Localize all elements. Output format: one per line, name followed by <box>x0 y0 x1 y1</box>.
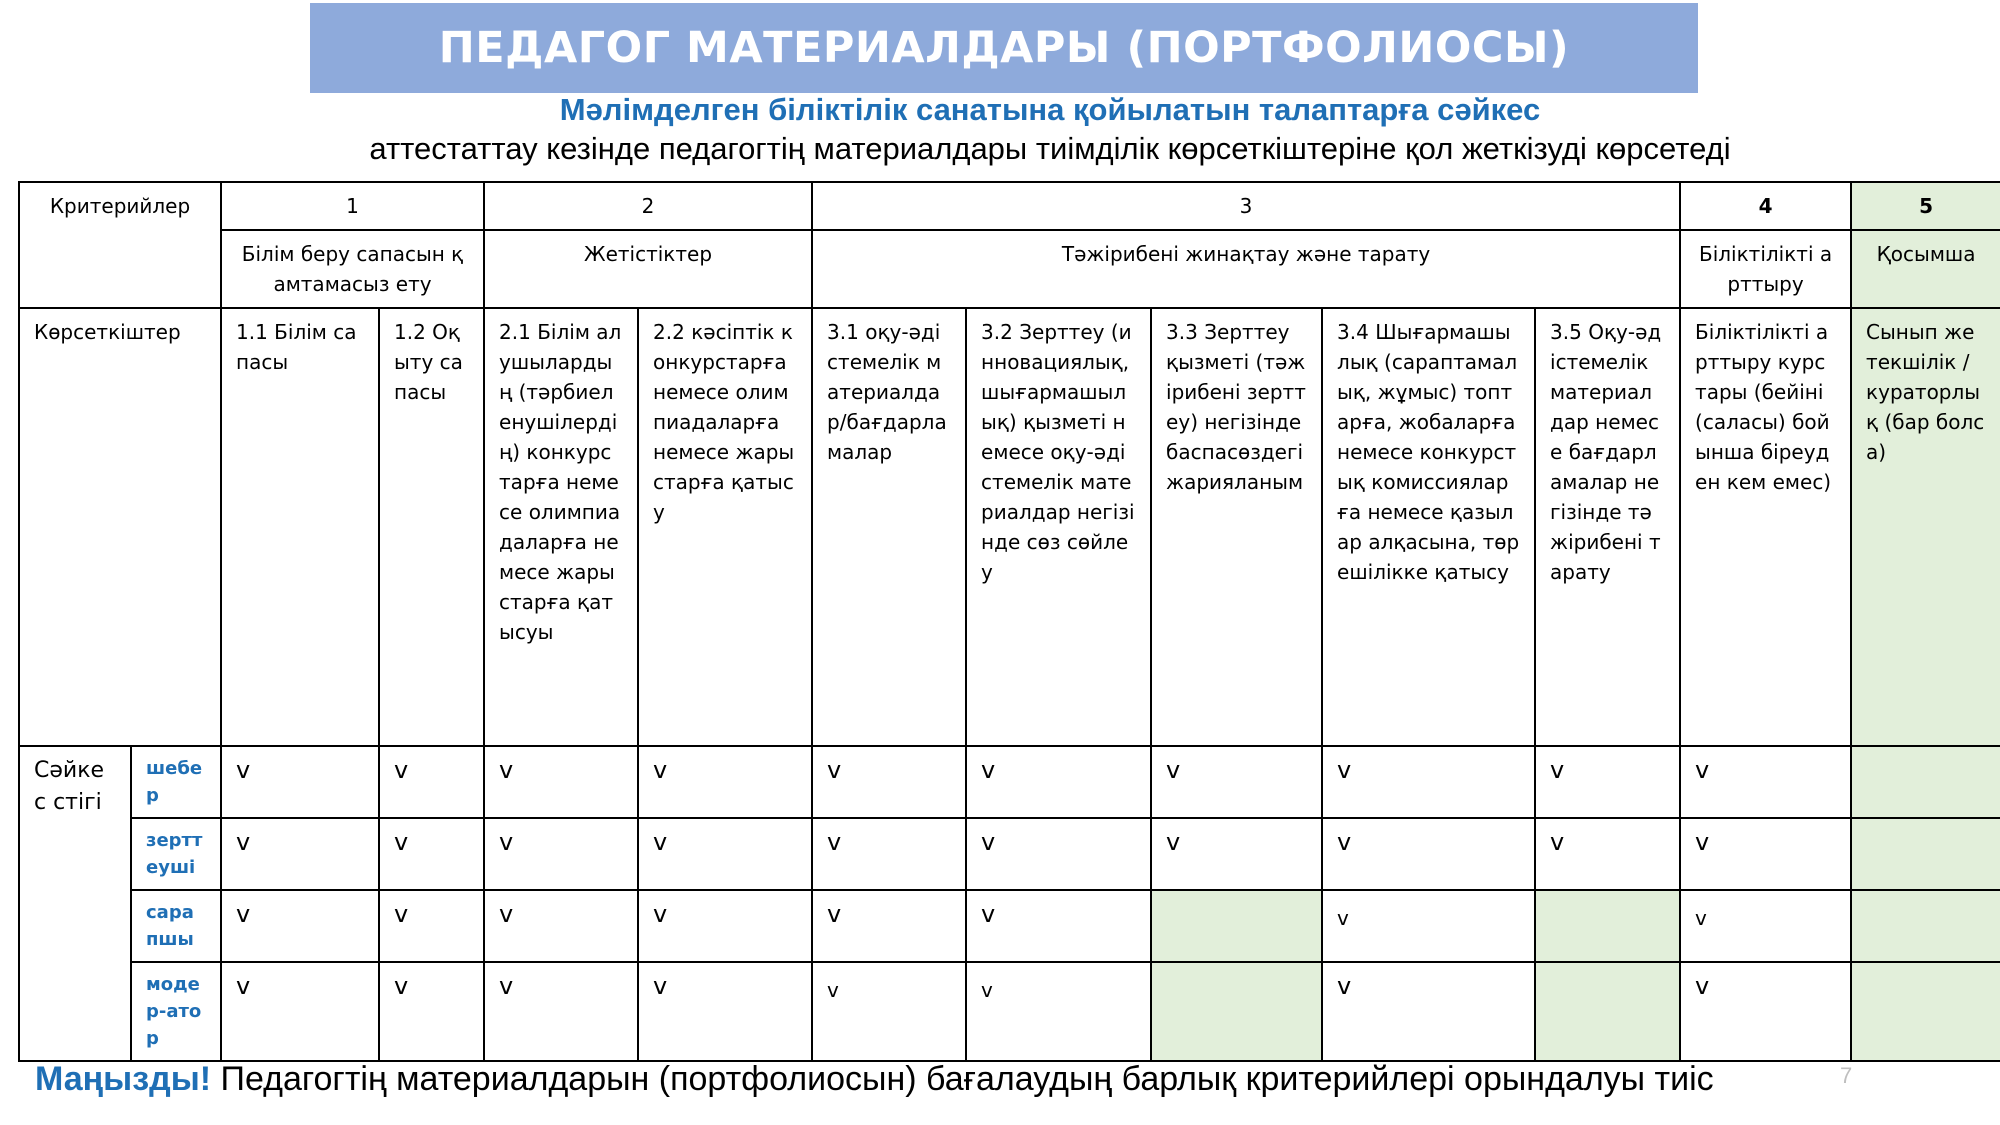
level-row-moderator <box>19 962 2000 1061</box>
indicator-cell: 2.2 кәсіптік конкурстарға немесе олимпиадаларға немесе жарыстарға қатысу <box>638 308 812 746</box>
check-mark <box>1151 962 1322 1061</box>
check-mark: v <box>638 746 812 818</box>
check-mark <box>1851 818 2000 890</box>
indicator-cell: 3.1 оқу-әдістемелік материалдар/бағдарламалар <box>812 308 966 746</box>
indicator-cell: 1.2 Оқыту сапасы <box>379 308 484 746</box>
check-mark <box>1151 890 1322 962</box>
check-mark <box>1851 962 2000 1061</box>
check-mark: v <box>379 818 484 890</box>
subtitle-blue: Мәлімделген біліктілік санатына қойылатын талаптарға сәйкес <box>559 92 1541 127</box>
criteria-label: Критерийлер <box>19 182 221 308</box>
check-mark: v <box>966 746 1151 818</box>
check-mark: v <box>966 962 1151 1061</box>
check-mark: v <box>638 818 812 890</box>
subtitle: аттестаттау кезінде педагогтің материалдары тиімділік көрсеткіштеріне қол жеткізуді көрсетеді <box>369 131 1731 166</box>
group-name: Жетістіктер <box>484 230 812 308</box>
group-name: Біліктілікті арттыру <box>1680 230 1851 308</box>
indicators-row <box>19 308 2000 746</box>
check-mark: v <box>221 962 379 1061</box>
footer-text: Педагогтің материалдарын (портфолиосын) бағалаудың барлық критерийлері орындалуы тиіс <box>211 1060 1714 1098</box>
page-number: 7 <box>1840 1063 1853 1088</box>
check-mark: v <box>221 890 379 962</box>
group-number: 3 <box>812 182 1680 230</box>
check-mark: v <box>484 746 638 818</box>
check-mark: v <box>221 746 379 818</box>
check-mark: v <box>812 818 966 890</box>
check-mark: v <box>812 962 966 1061</box>
group-name: Тәжірибені жинақтау және тарату <box>812 230 1680 308</box>
check-mark: v <box>1151 746 1322 818</box>
group-name-row <box>19 230 2000 308</box>
check-mark: v <box>966 890 1151 962</box>
check-mark <box>1851 890 2000 962</box>
level-row-zertteushi <box>19 818 2000 890</box>
group-number: 4 <box>1680 182 1851 230</box>
group-name: Қосымша <box>1851 230 2000 308</box>
indicator-cell: 3.5 Оқу-әдістемелік материалдар немесе бағдарламалар негізінде тәжірибені тарату <box>1535 308 1680 746</box>
level-name: шебер <box>131 746 221 818</box>
group-number: 1 <box>221 182 484 230</box>
check-mark: v <box>484 818 638 890</box>
check-mark: v <box>1322 746 1535 818</box>
criteria-table <box>18 181 2000 1062</box>
level-label: Сәйкес стігі <box>19 746 131 1061</box>
important-label: Маңызды! <box>35 1060 212 1098</box>
check-mark <box>1851 746 2000 818</box>
indicator-cell: Сынып жетекшілік / кураторлық (бар болса) <box>1851 308 2000 746</box>
check-mark: v <box>484 890 638 962</box>
check-mark: v <box>484 962 638 1061</box>
indicators-label: Көрсеткіштер <box>19 308 221 746</box>
check-mark: v <box>1151 818 1322 890</box>
check-mark: v <box>1680 746 1851 818</box>
check-mark: v <box>379 890 484 962</box>
level-name: зерттеуші <box>131 818 221 890</box>
check-mark: v <box>1680 818 1851 890</box>
indicator-cell: Біліктілікті арттыру курстары (бейіні (саласы) бойынша біреуден кем емес) <box>1680 308 1851 746</box>
check-mark: v <box>966 818 1151 890</box>
indicator-cell: 3.2 Зерттеу (инновациялық, шығармашылық) қызметі немесе оқу-әдістемелік материалдар негізінде сөз сөйлеу <box>966 308 1151 746</box>
check-mark: v <box>1535 746 1680 818</box>
check-mark: v <box>1680 962 1851 1061</box>
check-mark <box>1535 890 1680 962</box>
check-mark: v <box>379 746 484 818</box>
group-name: Білім беру сапасын қамтамасыз ету <box>221 230 484 308</box>
group-number-row <box>19 182 2000 230</box>
level-name: сарапшы <box>131 890 221 962</box>
check-mark: v <box>1535 818 1680 890</box>
indicator-cell: 3.3 Зерттеу қызметі (тәжірибені зерттеу) негізінде баспасөздегі жарияланым <box>1151 308 1322 746</box>
check-mark: v <box>812 746 966 818</box>
check-mark: v <box>1322 890 1535 962</box>
group-number: 5 <box>1851 182 2000 230</box>
footer-note <box>35 1060 1714 1099</box>
check-mark: v <box>379 962 484 1061</box>
page-title: ПЕДАГОГ МАТЕРИАЛДАРЫ (ПОРТФОЛИОСЫ) <box>310 3 1698 93</box>
check-mark: v <box>221 818 379 890</box>
check-mark: v <box>638 962 812 1061</box>
indicator-cell: 1.1 Білім сапасы <box>221 308 379 746</box>
level-row-sheber <box>19 746 2000 818</box>
indicator-cell: 3.4 Шығармашылық (сараптамалық, жұмыс) топтарға, жобаларға немесе конкурстық комиссияларға немесе қазылар алқасына, төрешілікке қатысу <box>1322 308 1535 746</box>
level-name: модер-атор <box>131 962 221 1061</box>
level-row-sarapshy <box>19 890 2000 962</box>
check-mark: v <box>1322 818 1535 890</box>
check-mark: v <box>812 890 966 962</box>
check-mark: v <box>638 890 812 962</box>
check-mark: v <box>1680 890 1851 962</box>
check-mark: v <box>1322 962 1535 1061</box>
check-mark <box>1535 962 1680 1061</box>
indicator-cell: 2.1 Білім алушылардың (тәрбиеленушілердің) конкурстарға немесе олимпиадаларға немесе жарыстарға қатысуы <box>484 308 638 746</box>
group-number: 2 <box>484 182 812 230</box>
